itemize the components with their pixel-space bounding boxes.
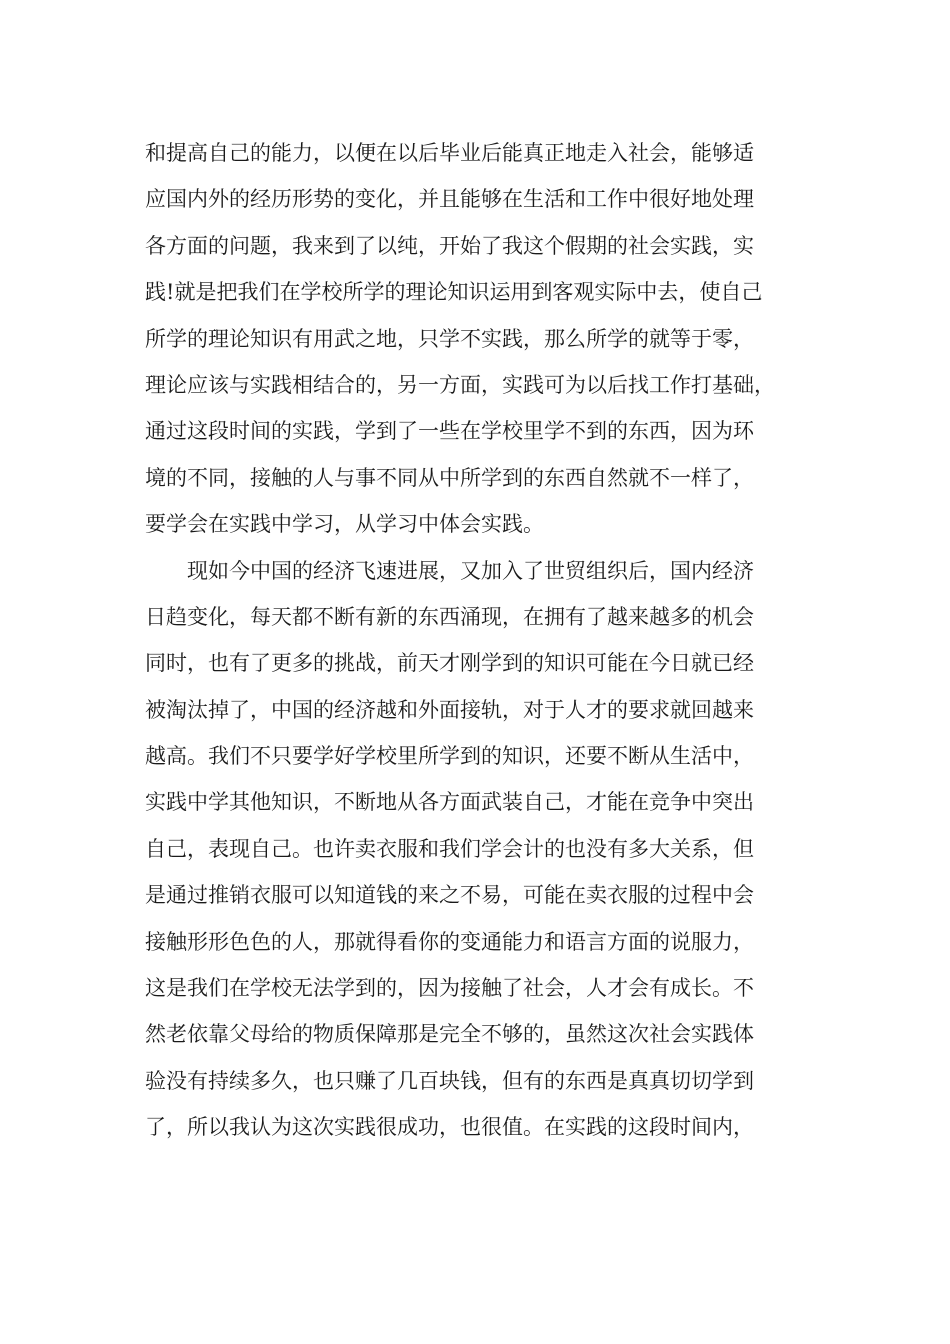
body-text	[145, 130, 835, 1151]
text-line: 接触形形色色的人，那就得看你的变通能力和语言方面的说服力，	[145, 929, 754, 954]
text-line: 自己，表现自己。也许卖衣服和我们学会计的也没有多大关系，但	[145, 836, 754, 861]
text-line: 被淘汰掉了，中国的经济越和外面接轨，对于人才的要求就回越来	[145, 697, 754, 722]
text-line: 践!就是把我们在学校所学的理论知识运用到客观实际中去，使自己	[145, 280, 763, 305]
text-line: 验没有持续多久，也只赚了几百块钱，但有的东西是真真切切学到	[145, 1068, 754, 1093]
text-line: 然老依靠父母给的物质保障那是完全不够的，虽然这次社会实践体	[145, 1022, 754, 1047]
text-line: 这是我们在学校无法学到的，因为接触了社会，人才会有成长。不	[145, 976, 754, 1001]
text-line: 越高。我们不只要学好学校里所学到的知识，还要不断从生活中，	[145, 744, 754, 769]
text-line: 和提高自己的能力，以便在以后毕业后能真正地走入社会，能够适	[145, 141, 754, 165]
text-line: 所学的理论知识有用武之地，只学不实践，那么所学的就等于零，	[145, 326, 754, 351]
text-line: 同时，也有了更多的挑战，前天才刚学到的知识可能在今日就已经	[145, 651, 754, 676]
text-line: 各方面的问题，我来到了以纯，开始了我这个假期的社会实践，实	[145, 233, 754, 258]
text-line: 境的不同，接触的人与事不同从中所学到的东西自然就不一样了，	[145, 465, 754, 490]
text-line: 是通过推销衣服可以知道钱的来之不易，可能在卖衣服的过程中会	[145, 883, 754, 908]
text-line: 日趋变化，每天都不断有新的东西涌现，在拥有了越来越多的机会	[145, 604, 754, 629]
text-line: 通过这段时间的实践，学到了一些在学校里学不到的东西，因为环	[145, 419, 754, 444]
text-line: 要学会在实践中学习，从学习中体会实践。	[145, 512, 544, 537]
text-line: 理论应该与实践相结合的，另一方面，实践可为以后找工作打基础，	[145, 372, 775, 397]
text-line: 应国内外的经历形势的变化，并且能够在生活和工作中很好地处理	[145, 187, 754, 212]
paragraph-first-line: 现如今中国的经济飞速进展，又加入了世贸组织后，国内经济	[187, 558, 754, 583]
text-line: 了，所以我认为这次实践很成功，也很值。在实践的这段时间内，	[145, 1115, 754, 1140]
text-line: 实践中学其他知识，不断地从各方面武装自己，才能在竞争中突出	[145, 790, 754, 815]
